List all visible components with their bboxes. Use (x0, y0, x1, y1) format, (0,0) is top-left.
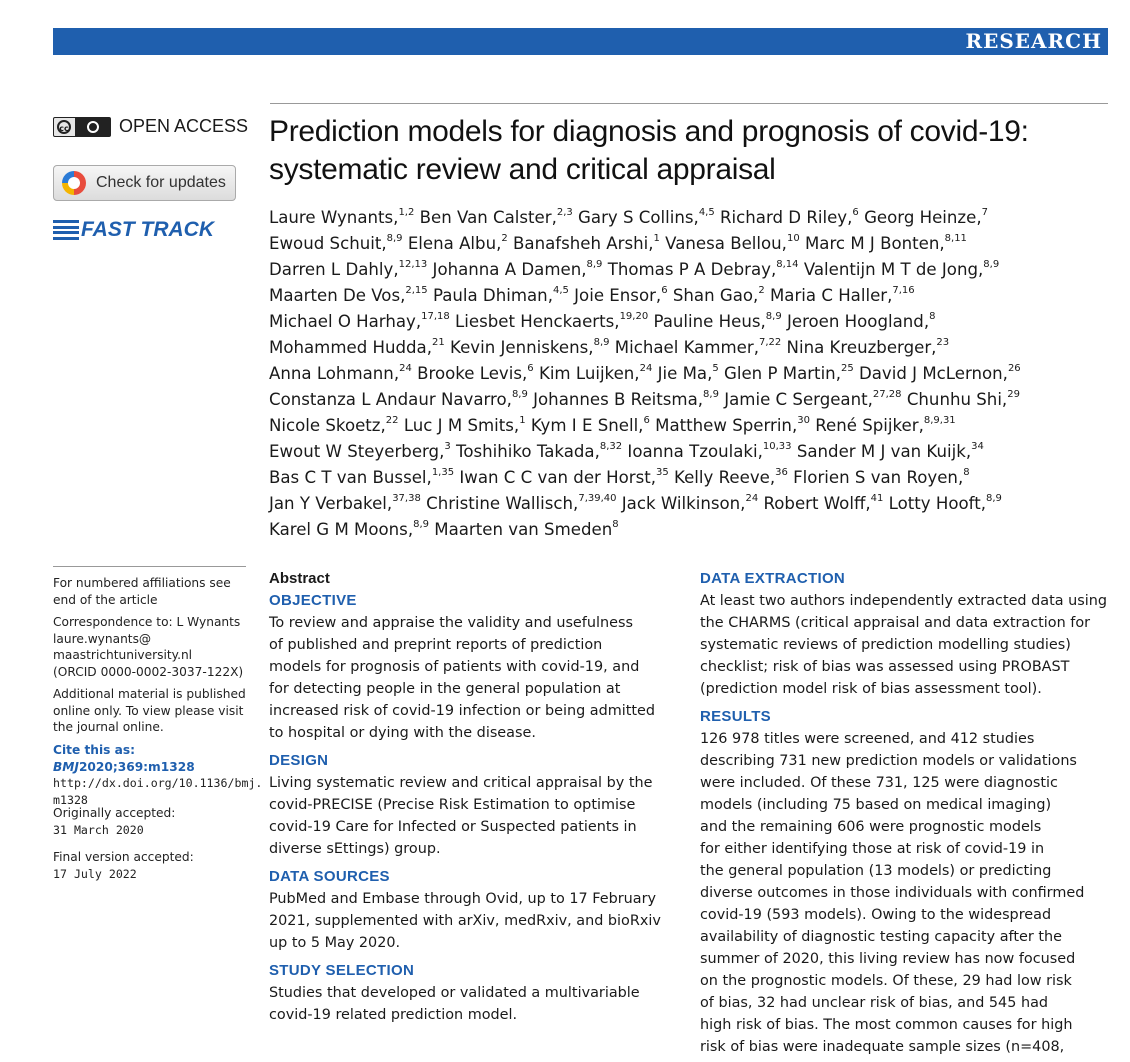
affiliation-marker: 2,3 (556, 207, 573, 219)
author-line (269, 283, 1109, 309)
title-line: systematic review and critical appraisal (269, 153, 776, 186)
text-line: 126 978 titles were screened, and 412 studies (700, 731, 1035, 747)
affiliation-marker: 7,39,40 (578, 493, 617, 505)
author-name[interactable]: Joie Ensor,$^6$ (574, 285, 668, 305)
author-name[interactable]: Anna Lohmann,$^{24}$ (269, 363, 412, 383)
affiliation-marker: 1,2 (398, 207, 415, 219)
text-line: of published and preprint reports of prediction (269, 637, 603, 653)
creative-commons-icon: cc (53, 117, 111, 137)
author-name[interactable]: Banafsheh Arshi,$^1$ (513, 233, 660, 253)
affiliation-marker: 27,28 (872, 389, 902, 401)
correspondence-email[interactable]: laure.wynants@ maastrichtuniversity.nl (53, 631, 193, 662)
abstract-heading: Abstract (269, 570, 330, 587)
affiliation-marker: 4,5 (552, 285, 569, 297)
affiliation-marker: 8,9 (413, 519, 429, 531)
author-line (269, 413, 1109, 439)
title-rule (270, 103, 1108, 104)
affiliation-marker: 8,9 (586, 259, 603, 271)
affiliation-marker: 25 (840, 363, 854, 375)
author-name[interactable]: Marc M J Bonten,$^{8,11}$ (804, 233, 967, 253)
author-name[interactable]: Jan Y Verbakel,$^{37,38}$ (269, 493, 421, 513)
author-name[interactable]: Michael Kammer,$^{7,22}$ (614, 337, 782, 357)
title-line: Prediction models for diagnosis and prognosis of covid-19: (269, 115, 1029, 148)
results-text (700, 728, 1120, 1058)
objective-heading: OBJECTIVE (269, 592, 357, 609)
results-heading: RESULTS (700, 708, 771, 725)
author-name[interactable]: Christine Wallisch,$^{7,39,40}$ (426, 493, 617, 513)
text-line: Living systematic review and critical appraisal by the (269, 775, 653, 791)
affiliation-marker: 2 (501, 233, 508, 245)
affiliation-marker: 30 (797, 415, 810, 427)
author-name[interactable]: Kim Luijken,$^{24}$ (538, 363, 653, 383)
author-name[interactable]: Lotty Hooft,$^{8,9}$ (888, 493, 1002, 513)
affiliation-marker: 7,22 (759, 337, 782, 349)
author-name[interactable]: Ewout W Steyerberg,$^3$ (269, 441, 451, 461)
author-name[interactable]: Maria C Haller,$^{7,16}$ (769, 285, 915, 305)
affiliation-marker: 8,9 (511, 389, 528, 401)
data-sources-heading: DATA SOURCES (269, 868, 390, 885)
author-name[interactable]: Jeroen Hoogland,$^8$ (786, 311, 936, 331)
text-line: systematic reviews of prediction modelling studies) (700, 637, 1071, 653)
author-name[interactable]: Nina Kreuzberger,$^{23}$ (786, 337, 950, 357)
design-text (269, 772, 679, 860)
text-line: covid-19 related prediction model. (269, 1007, 518, 1023)
text-line: high risk of bias. The most common causes for high (700, 1017, 1073, 1033)
sidebar-additional-material: Additional material is published online only. To view please visit the journal online. (53, 687, 246, 734)
affiliation-marker: 29 (1007, 389, 1020, 401)
author-name[interactable]: Liesbet Henckaerts,$^{19,20}$ (455, 311, 649, 331)
author-name[interactable]: Kevin Jenniskens,$^{8,9}$ (450, 337, 610, 357)
text-line: diverse outcomes in those individuals with confirmed (700, 885, 1085, 901)
author-name[interactable]: Paula Dhiman,$^{4,5}$ (432, 285, 569, 305)
cite-journal: BMJ (53, 759, 79, 774)
author-name[interactable]: David J McLernon,$^{26}$ (858, 363, 1021, 383)
affiliation-marker: 2,15 (405, 285, 428, 297)
author-name[interactable]: Thomas P A Debray,$^{8,14}$ (607, 259, 799, 279)
affiliation-marker: 8,11 (944, 233, 967, 245)
author-name[interactable]: Vanesa Bellou,$^{10}$ (665, 233, 800, 253)
text-line: (prediction model risk of bias assessment tool). (700, 681, 1042, 697)
affiliation-marker: 8,14 (776, 259, 799, 271)
sidebar-original-acceptance: Originally accepted: 31 March 2020 (53, 806, 176, 837)
author-line (269, 465, 1109, 491)
speed-lines-icon (53, 220, 79, 240)
affiliation-marker: 10,33 (762, 441, 792, 453)
text-line: models (including 75 based on medical imaging) (700, 797, 1052, 813)
author-name[interactable]: Kym I E Snell,$^6$ (530, 415, 650, 435)
author-name[interactable]: Nicole Skoetz,$^{22}$ (269, 415, 399, 435)
affiliation-marker: 37,38 (392, 493, 421, 505)
author-line (269, 491, 1109, 517)
text-line: were included. Of these 731, 125 were diagnostic (700, 775, 1058, 791)
affiliation-marker: 2 (758, 285, 765, 297)
text-line: on the prognostic models. Of these, 29 had low risk (700, 973, 1072, 989)
author-name[interactable]: Shan Gao,$^2$ (672, 285, 765, 305)
fast-track-badge (53, 218, 214, 242)
author-name[interactable]: Pauline Heus,$^{8,9}$ (653, 311, 782, 331)
affiliation-marker: 23 (936, 337, 950, 349)
affiliation-marker: 8 (929, 311, 936, 323)
affiliation-marker: 34 (971, 441, 984, 453)
author-name[interactable]: Johanna A Damen,$^{8,9}$ (432, 259, 603, 279)
author-name[interactable]: Darren L Dahly,$^{12,13}$ (269, 259, 428, 279)
affiliation-marker: 6 (661, 285, 668, 297)
text-line: to hospital or dying with the disease. (269, 725, 536, 741)
author-line (269, 309, 1109, 335)
author-name[interactable]: Michael O Harhay,$^{17,18}$ (269, 311, 450, 331)
author-name[interactable]: Richard D Riley,$^6$ (720, 207, 859, 227)
affiliation-marker: 8,9 (593, 337, 610, 349)
cite-label: Cite this as: (53, 743, 135, 757)
text-line: risk of bias were inadequate sample sizes (n=408, (700, 1039, 1065, 1055)
text-line: 2021, supplemented with arXiv, medRxiv, and bioRxiv (269, 913, 661, 929)
author-name[interactable]: Jamie C Sergeant,$^{27,28}$ (724, 389, 902, 409)
author-name[interactable]: Jie Ma,$^5$ (657, 363, 719, 383)
text-line: of bias, 32 had unclear risk of bias, and 545 had (700, 995, 1049, 1011)
author-name[interactable]: Valentijn M T de Jong,$^{8,9}$ (803, 259, 1000, 279)
affiliation-marker: 8,9 (386, 233, 403, 245)
affiliation-marker: 8,32 (599, 441, 623, 453)
data-extraction-text (700, 590, 1120, 700)
author-name[interactable]: Iwan C C van der Horst,$^{35}$ (459, 467, 669, 487)
text-line: increased risk of covid-19 infection or being admitted (269, 703, 656, 719)
abstract-right-column (700, 568, 1120, 1058)
author-name[interactable]: Bas C T van Bussel,$^{1,35}$ (269, 467, 455, 487)
author-name[interactable]: Ewoud Schuit,$^{8,9}$ (269, 233, 403, 253)
affiliation-marker: 8,9 (986, 493, 1002, 505)
author-name[interactable]: René Spijker,$^{8,9,31}$ (815, 415, 956, 435)
text-line: up to 5 May 2020. (269, 935, 401, 951)
author-line (269, 517, 1109, 543)
author-name[interactable]: Robert Wolff,$^{41}$ (763, 493, 884, 513)
article-title (269, 113, 1089, 189)
affiliation-marker: 12,13 (398, 259, 428, 271)
affiliation-marker: 26 (1007, 363, 1021, 375)
author-name[interactable]: Maarten van Smeden$^8$ (434, 519, 619, 539)
author-name[interactable]: Georg Heinze,$^7$ (864, 207, 989, 227)
affiliation-marker: 7,16 (892, 285, 915, 297)
affiliation-marker: 24 (639, 363, 653, 375)
text-line: covid-19 Care for Infected or Suspected patients in (269, 819, 637, 835)
text-line: models for prognosis of patients with covid-19, and (269, 659, 640, 675)
affiliation-marker: 8 (612, 519, 619, 531)
section-label: RESEARCH (965, 29, 1102, 53)
open-access-badge[interactable] (53, 116, 248, 137)
author-name[interactable]: Kelly Reeve,$^{36}$ (674, 467, 788, 487)
affiliation-marker: 21 (432, 337, 445, 349)
text-line: describing 731 new prediction models or validations (700, 753, 1077, 769)
text-line: covid-19 (593 models). Owing to the widespread (700, 907, 1052, 923)
author-line (269, 231, 1109, 257)
text-line: the CHARMS (critical appraisal and data extraction for (700, 615, 1091, 631)
affiliation-marker: 24 (745, 493, 759, 505)
sidebar-correspondence: Correspondence to: L Wynants laure.wynants@ maastrichtuniversity.nl (ORCID 0000-0002-3037-122X) (53, 614, 258, 680)
author-name[interactable]: Elena Albu,$^2$ (407, 233, 508, 253)
open-access-label: OPEN ACCESS (119, 116, 249, 136)
affiliation-marker: 22 (385, 415, 399, 427)
data-extraction-heading: DATA EXTRACTION (700, 570, 846, 587)
affiliation-marker: 6 (527, 363, 534, 375)
affiliation-marker: 24 (399, 363, 412, 375)
author-line (269, 335, 1109, 361)
author-name[interactable]: Mohammed Hudda,$^{21}$ (269, 337, 445, 357)
affiliation-marker: 36 (775, 467, 788, 479)
check-for-updates-button[interactable] (53, 165, 236, 201)
author-name[interactable]: Karel G M Moons,$^{8,9}$ (269, 519, 429, 539)
doi-link[interactable]: http://dx.doi.org/10.1136/bmj. m1328 (53, 776, 263, 807)
author-name[interactable]: Ben Van Calster,$^{2,3}$ (419, 207, 573, 227)
orcid[interactable]: (ORCID 0000-0002-3037-122X) (53, 664, 244, 679)
author-name[interactable]: Sander M J van Kuijk,$^{34}$ (796, 441, 984, 461)
text-line: At least two authors independently extracted data using (700, 593, 1108, 609)
objective-text (269, 612, 679, 744)
author-name[interactable]: Toshihiko Takada,$^{8,32}$ (456, 441, 623, 461)
text-line: checklist; risk of bias was assessed using PROBAST (700, 659, 1070, 675)
affiliation-marker: 10 (786, 233, 800, 245)
author-line (269, 387, 1109, 413)
sidebar-affiliations: For numbered affiliations see end of the article (53, 576, 231, 607)
text-line: for detecting people in the general population at (269, 681, 621, 697)
author-line (269, 361, 1109, 387)
author-name[interactable]: Matthew Sperrin,$^{30}$ (655, 415, 810, 435)
author-name[interactable]: Ioanna Tzoulaki,$^{10,33}$ (627, 441, 792, 461)
affiliation-marker: 3 (444, 441, 451, 453)
affiliation-marker: 8 (963, 467, 970, 479)
author-line (269, 439, 1109, 465)
text-line: summer of 2020, this living review has now focused (700, 951, 1076, 967)
sidebar-divider (53, 566, 246, 567)
affiliation-marker: 8,9 (703, 389, 719, 401)
fast-track-label: FAST TRACK (81, 218, 214, 241)
affiliation-marker: 6 (852, 207, 859, 219)
author-name[interactable]: Maarten De Vos,$^{2,15}$ (269, 285, 428, 305)
author-name[interactable]: Laure Wynants,$^{1,2}$ (269, 207, 415, 227)
author-name[interactable]: Florien S van Royen,$^8$ (793, 467, 970, 487)
affiliation-marker: 8,9 (983, 259, 1000, 271)
author-name[interactable]: Gary S Collins,$^{4,5}$ (578, 207, 715, 227)
affiliation-marker: 1 (519, 415, 526, 427)
text-line: PubMed and Embase through Ovid, up to 17 February (269, 891, 657, 907)
author-list (269, 205, 1109, 543)
text-line: availability of diagnostic testing capacity after the (700, 929, 1062, 945)
section-banner (53, 28, 1108, 55)
study-selection-text (269, 982, 679, 1026)
affiliation-marker: 8,9,31 (923, 415, 956, 427)
author-line (269, 205, 1109, 231)
text-line: Studies that developed or validated a multivariable (269, 985, 640, 1001)
affiliation-marker: 1 (653, 233, 660, 245)
author-name[interactable]: Luc J M Smits,$^1$ (403, 415, 526, 435)
affiliation-marker: 4,5 (698, 207, 715, 219)
sidebar-final-acceptance: Final version accepted: 17 July 2022 (53, 850, 194, 881)
text-line: for either identifying those at risk of covid-19 in (700, 841, 1045, 857)
abstract-left-column (269, 569, 679, 1026)
author-name[interactable]: Johannes B Reitsma,$^{8,9}$ (533, 389, 719, 409)
affiliation-marker: 41 (870, 493, 884, 505)
text-line: To review and appraise the validity and usefulness (269, 615, 633, 631)
affiliation-marker: 19,20 (619, 311, 649, 323)
data-sources-text (269, 888, 679, 954)
author-name[interactable]: Jack Wilkinson,$^{24}$ (621, 493, 759, 513)
cite-ref: 2020;369:m1328 (78, 759, 195, 774)
text-line: the general population (13 models) or predicting (700, 863, 1052, 879)
sidebar-citation (53, 742, 263, 808)
text-line: covid-PRECISE (Precise Risk Estimation to optimise (269, 797, 636, 813)
affiliation-marker: 8,9 (765, 311, 782, 323)
crossmark-icon (62, 171, 86, 195)
affiliation-marker: 5 (712, 363, 719, 375)
author-name[interactable]: Constanza L Andaur Navarro,$^{8,9}$ (269, 389, 528, 409)
affiliation-marker: 7 (981, 207, 989, 219)
author-line (269, 257, 1109, 283)
author-name[interactable]: Brooke Levis,$^6$ (417, 363, 534, 383)
affiliation-marker: 17,18 (421, 311, 450, 323)
text-line: and the remaining 606 were prognostic models (700, 819, 1042, 835)
text-line: diverse sEttings) group. (269, 841, 441, 857)
design-heading: DESIGN (269, 752, 329, 769)
affiliation-marker: 1,35 (431, 467, 455, 479)
author-name[interactable]: Glen P Martin,$^{25}$ (724, 363, 854, 383)
affiliation-marker: 6 (643, 415, 650, 427)
author-name[interactable]: Chunhu Shi,$^{29}$ (906, 389, 1020, 409)
check-for-updates-label: Check for updates (96, 174, 226, 191)
study-selection-heading: STUDY SELECTION (269, 962, 415, 979)
affiliation-marker: 35 (656, 467, 669, 479)
